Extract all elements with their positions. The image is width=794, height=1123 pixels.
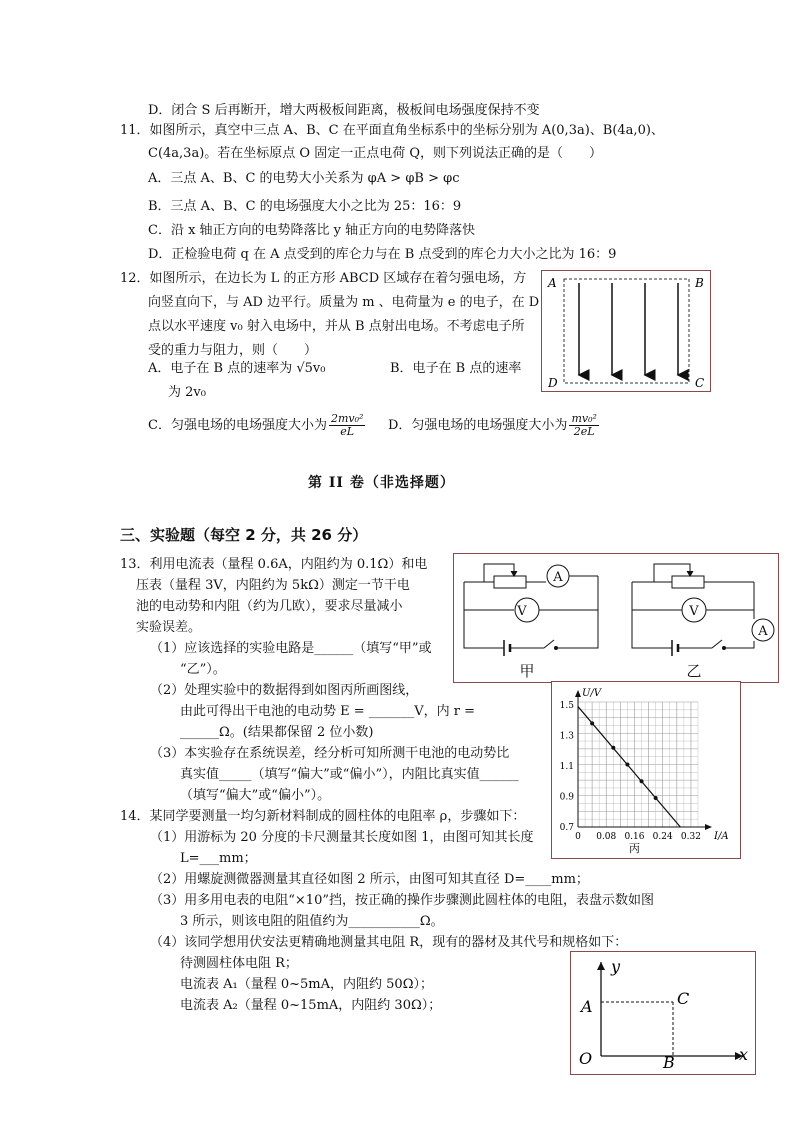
q12-stem-line4: 受的重力与阻力，则（ ） <box>148 343 318 358</box>
q13-stem-line2: 压表（量程 3V，内阻约为 5kΩ）测定一节干电 <box>136 578 410 593</box>
q14-sub1-line2: L=___mm； <box>180 851 257 866</box>
q12-option-d-text: D．匀强电场的电场强度大小为 <box>388 418 568 433</box>
q11-coordinate-figure <box>570 951 756 1075</box>
q11-option-d: D．正检验电荷 q 在 A 点受到的库仑力与在 B 点受到的库仑力大小之比为 16：9 <box>148 247 617 262</box>
chart-title: 丙 <box>628 842 640 855</box>
x-tick-label: 0.08 <box>596 832 617 842</box>
label-d: D <box>548 376 558 390</box>
q12-option-d <box>388 412 601 440</box>
q14-item-a2: 电流表 A₂（量程 0~15mA，内阻约 30Ω）； <box>180 998 442 1013</box>
q14-sub3-line2: 3 所示，则该电阻的阻值约为___________Ω。 <box>180 914 444 929</box>
ammeter-yi-label: A <box>758 624 768 639</box>
q12-stem-line3: 点以水平速度 v₀ 射入电场中，并从 B 点射出电场。不考虑电子所 <box>148 319 525 334</box>
q13-stem-line4: 实验误差。 <box>136 620 202 635</box>
x-tick-label: 0.16 <box>624 832 645 842</box>
data-point <box>640 779 644 783</box>
x-label: x <box>739 1045 749 1064</box>
q13-sub3-line1: （3）本实验存在系统误差，经分析可知所测干电池的电动势比 <box>150 746 510 761</box>
y-tick-label: 1.5 <box>559 701 574 712</box>
y-tick-label: 1.1 <box>559 762 574 773</box>
circuit-jia <box>464 564 598 656</box>
circuit-yi-label: 乙 <box>686 662 702 680</box>
x-axis-arrow-icon <box>705 824 712 830</box>
q13-sub1-line2: “乙”）。 <box>180 662 226 677</box>
y-tick-label: 0.7 <box>559 823 574 833</box>
voltmeter-yi-label: V <box>689 604 699 619</box>
q14-sub1-line1: （1）用游标为 20 分度的卡尺测量其长度如图 1，由图可知其长度 <box>150 830 534 845</box>
q14-stem: 14．某同学要测量一均匀新材料制成的圆柱体的电阻率 ρ，步骤如下： <box>120 809 526 824</box>
q12-stem-line1: 12．如图所示，在边长为 L 的正方形 ABCD 区域存在着匀强电场，方 <box>120 271 527 286</box>
data-point <box>625 763 629 767</box>
q13-circuits-figure <box>453 553 779 683</box>
x-axis-label: I/A <box>714 831 729 842</box>
data-point <box>654 796 658 800</box>
x-tick-label: 0 <box>575 832 581 842</box>
q14-sub2: （2）用螺旋测微器测量其直径如图 2 所示，由图可知其直径 D=____mm； <box>150 872 589 887</box>
y-axis-arrow-icon <box>575 690 581 697</box>
q14-sub4: （4）该同学想用伏安法更精确地测量其电阻 R，现有的器材及其代号和规格如下： <box>150 935 628 950</box>
q13-ui-chart <box>551 681 741 859</box>
q12-option-b-cont: 为 2v₀ <box>168 385 206 400</box>
section-three-title: 三、实验题（每空 2 分，共 26 分） <box>120 526 368 544</box>
y-tick-label: 0.9 <box>559 792 574 803</box>
q13-sub2-line3: ______Ω。(结果都保留 2 位小数) <box>180 725 374 740</box>
q11-option-c: C．沿 x 轴正方向的电势降落比 y 轴正方向的电势降落快 <box>148 223 476 238</box>
circuit-yi <box>632 564 774 656</box>
q12-c-denominator: eL <box>340 425 355 438</box>
circuit-jia-label: 甲 <box>519 662 535 680</box>
y-axis-label: U/V <box>582 688 602 699</box>
q11-option-b: B．三点 A、B、C 的电场强度大小之比为 25：16：9 <box>148 199 462 214</box>
data-point <box>590 721 594 725</box>
q12-option-d-fraction <box>569 413 598 438</box>
label-b: B <box>695 276 704 290</box>
data-point <box>611 746 615 750</box>
q13-stem-line3: 池的电动势和内阻（约为几欧），要求尽量减小 <box>136 599 403 614</box>
q13-sub3-line3: （填写“偏大”或“偏小”）。 <box>180 788 331 803</box>
part-two-title: 第 II 卷（非选择题） <box>308 475 455 491</box>
q12-option-b: B．电子在 B 点的速率 <box>390 361 522 376</box>
q11-option-a: A．三点 A、B、C 的电势大小关系为 φA > φB > φc <box>148 171 460 186</box>
field-region-border <box>564 279 689 383</box>
q12-option-c-fraction <box>329 413 365 438</box>
q11-stem-line1: 11．如图所示，真空中三点 A、B、C 在平面直角坐标系中的坐标分别为 A(0,3a)、B(4a,0)、 <box>120 123 664 138</box>
q13-sub1-line1: （1）应该选择的实验电路是______（填写“甲”或 <box>150 641 432 656</box>
coordinate-diagram <box>571 952 755 1074</box>
q12-c-numerator: 2mv₀² <box>330 412 364 425</box>
y-axis-arrow-icon <box>597 962 605 970</box>
point-b-label: B <box>663 1053 675 1072</box>
q12-option-c <box>148 412 367 440</box>
x-tick-label: 0.32 <box>680 832 701 842</box>
q13-stem-line1: 13．利用电流表（量程 0.6A，内阻约为 0.1Ω）和电 <box>120 557 428 572</box>
q12-field-figure <box>541 270 711 392</box>
q13-sub2-line1: （2）处理实验中的数据得到如图丙所画图线， <box>150 683 419 698</box>
q14-sub3-line1: （3）用多用电表的电阻“×10”挡，按正确的操作步骤测此圆柱体的电阻，表盘示数如图 <box>150 893 654 908</box>
q10-option-d: D．闭合 S 后再断开，增大两极板间距离，极板间电场强度保持不变 <box>148 103 540 118</box>
q13-sub2-line2: 由此可得出干电池的电动势 E = _______V，内 r = <box>180 704 476 719</box>
q12-stem-line2: 向竖直向下，与 AD 边平行。质量为 m 、电荷量为 e 的电子，在 D <box>148 295 540 310</box>
q14-item-r: 待测圆柱体电阻 R； <box>180 956 298 971</box>
ui-chart-svg <box>552 682 740 858</box>
origin-label: O <box>579 1049 593 1068</box>
q13-sub3-line2: 真实值_____（填写“偏大”或“偏小”），内阻比真实值______ <box>180 767 519 782</box>
y-label: y <box>611 957 621 976</box>
voltmeter-jia-label: V <box>517 604 527 619</box>
q11-stem-line2: C(4a,3a)。若在坐标原点 O 固定一正点电荷 Q，则下列说法正确的是（ ） <box>148 146 602 161</box>
y-tick-label: 1.3 <box>559 731 574 742</box>
q12-option-a: A．电子在 B 点的速率为 √5v₀ <box>148 361 326 376</box>
q12-d-numerator: mv₀² <box>571 412 597 425</box>
q13-circuits-diagram <box>454 554 778 682</box>
point-c-label: C <box>677 989 690 1008</box>
label-a: A <box>548 276 557 290</box>
label-c: C <box>695 376 705 390</box>
x-tick-label: 0.24 <box>652 832 673 842</box>
point-a-label: A <box>581 997 593 1016</box>
q12-option-c-text: C．匀强电场的电场强度大小为 <box>148 418 327 433</box>
q14-item-a1: 电流表 A₁（量程 0~5mA，内阻约 50Ω）； <box>180 977 433 992</box>
q12-field-diagram <box>542 271 710 391</box>
ammeter-jia-label: A <box>553 570 563 585</box>
q12-d-denominator: 2eL <box>573 425 595 438</box>
